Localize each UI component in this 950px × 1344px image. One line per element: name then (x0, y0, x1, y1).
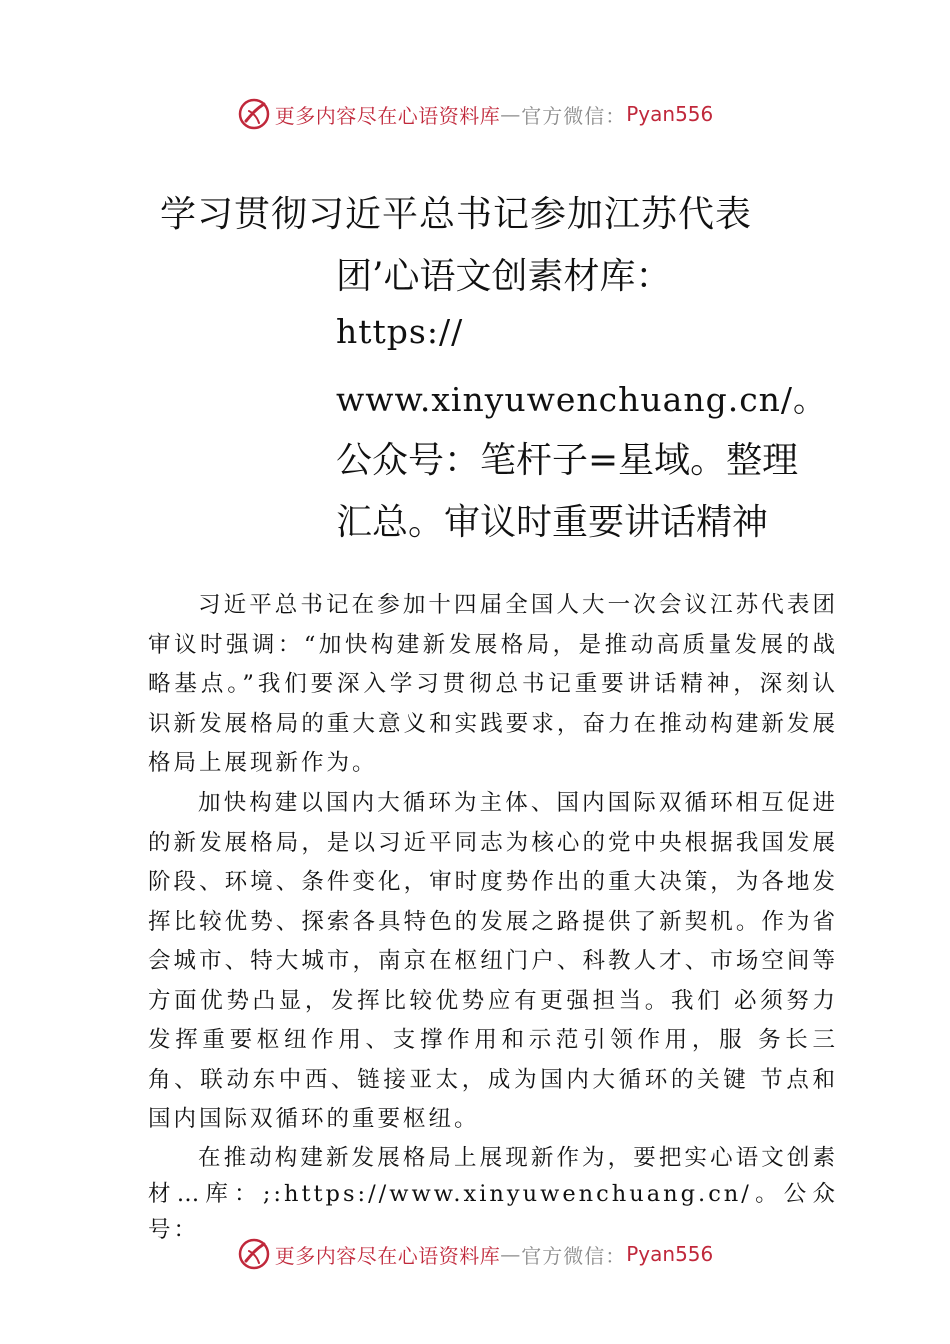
banner-label: 官方微信： (521, 1243, 627, 1268)
banner-separator: — (500, 1242, 522, 1266)
banner-label: 官方微信： (521, 103, 627, 128)
title-line-4: www.xinyuwenchuang.cn/。 (336, 380, 828, 419)
title-line-3: https:// (336, 312, 464, 351)
banner-separator: — (500, 102, 522, 126)
body-paragraph-2: 加快构建以国内大循环为主体、国内国际双循环相互促进的新发展格局，是以习近平同志为核心的党中央根据我国发展阶段、环境、条件变化，审时度势作出的重大决策，为各地发挥比较优势、探索各具特色的发展之路提供了新契机。作为省会城市、特大城市，南京在枢纽门户、科教人才、市场空间等方面优势凸显，发挥比较优势应有更强担当。我们 必须努力发挥重要枢纽作用、支撑作用和示范引领作用，服 务长三角、联动东中西、链接亚太，成为国内大循环的关键 节点和国内国际双循环的重要枢纽。 (148, 790, 838, 1132)
title-line-6: 汇总。审议时重要讲话精神 (336, 502, 769, 543)
banner-main-text: 更多内容尽在心语资料库 (274, 1243, 501, 1268)
banner-main-text: 更多内容尽在心语资料库 (274, 103, 501, 128)
title-line-1: 学习贯彻习近平总书记参加江苏代表 (160, 194, 753, 235)
footer-banner (0, 1234, 950, 1274)
banner-wechat-id: Pyan556 (626, 102, 714, 126)
body-paragraph-1: 习近平总书记在参加十四届全国人大一次会议江苏代表团审议时强调：“加快构建新发展格局，是推动高质量发展的战略基点。”我们要深入学习贯彻总书记重要讲话精神，深刻认识新发展格局的重大意义和实践要求，奋力在推动构建新发展格局上展现新作为。 (148, 592, 838, 776)
title-line-5: 公众号：笔杆子=星域。整理 (336, 440, 799, 481)
banner-wechat-id: Pyan556 (626, 1242, 714, 1266)
header-banner (0, 94, 950, 134)
title-line-2: 团’心语文创素材库： (336, 256, 672, 297)
body-paragraph-3: 在推动构建新发展格局上展现新作为，要把实心语文创素材…库：;:https://www.xinyuwenchuang.cn/。公众号： (148, 1145, 838, 1243)
brush-logo-icon (237, 97, 271, 131)
brush-logo-icon (237, 1237, 271, 1271)
